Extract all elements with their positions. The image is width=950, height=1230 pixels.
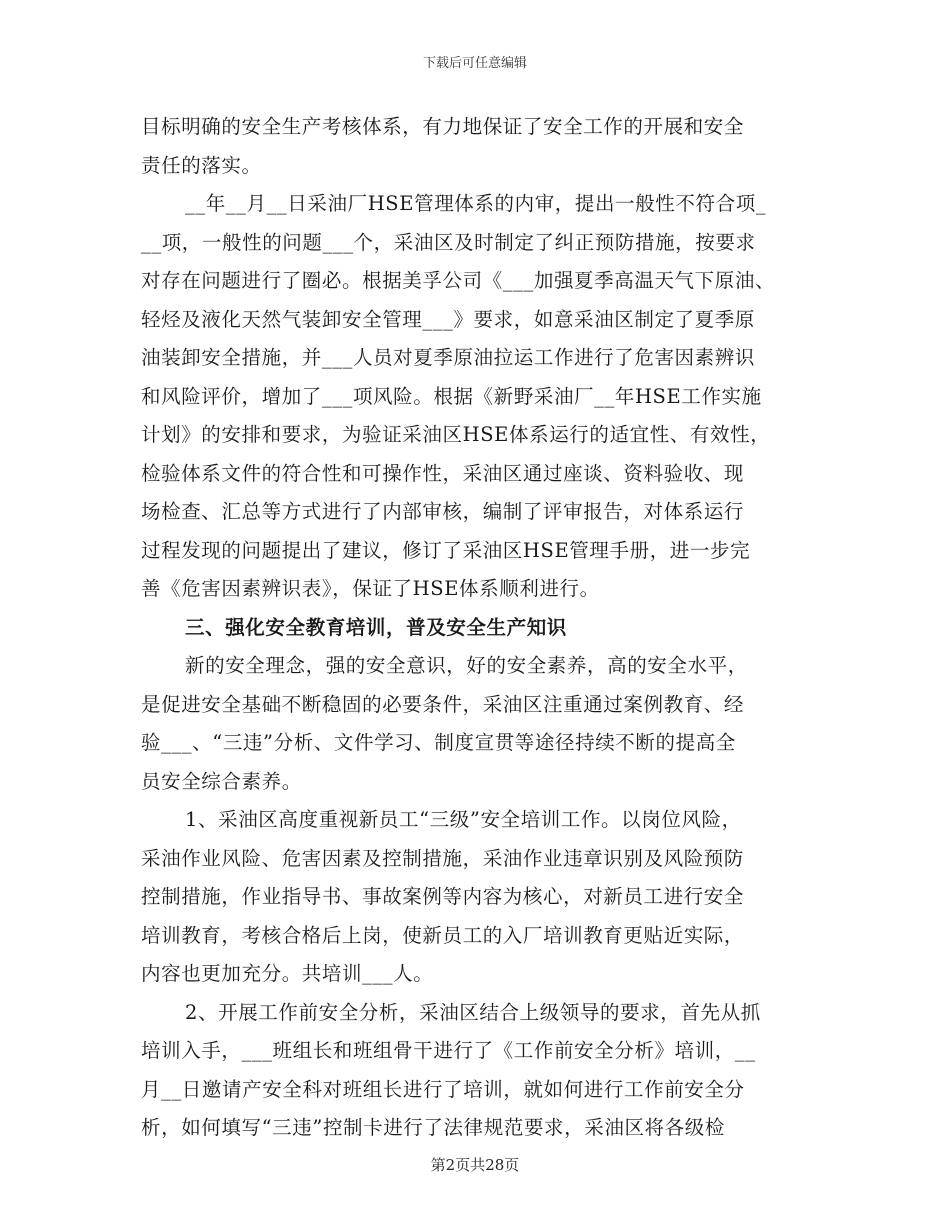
text-line: 1、采油区高度重视新员工“三级”安全培训工作。以岗位风险， bbox=[185, 808, 742, 831]
text-line: 采油作业风险、危害因素及控制措施，采油作业违章识别及风险预防 bbox=[141, 846, 745, 870]
section-heading: 三、强化安全教育培训，普及安全生产知识 bbox=[185, 615, 567, 639]
text-line: 计划》的安排和要求，为验证采油区HSE体系运行的适宜性、有效性， bbox=[141, 423, 771, 446]
text-line: 培训教育，考核合格后上岗，使新员工的入厂培训教育更贴近实际， bbox=[141, 923, 745, 947]
text-line: 月__日邀请产安全科对班组长进行了培训，就如何进行工作前安全分 bbox=[141, 1077, 745, 1101]
text-line: 场检查、汇总等方式进行了内部审核，编制了评审报告，对体系运行 bbox=[141, 500, 745, 523]
document-body bbox=[141, 108, 809, 1148]
text-line: 析，如何填写“三违”控制卡进行了法律规范要求，采油区将各级检 bbox=[141, 1116, 725, 1139]
text-line: 对存在问题进行了圈必。根据美孚公司《___加强夏季高温天气下原油、 bbox=[141, 269, 776, 292]
text-line: 过程发现的问题提出了建议，修订了采油区HSE管理手册，进一步完 bbox=[141, 538, 751, 562]
text-line: __项，一般性的问题___个，采油区及时制定了纠正预防措施，按要求 bbox=[141, 230, 756, 254]
text-line: 和风险评价，增加了___项风险。根据《新野采油厂__年HSE工作实施 bbox=[141, 384, 762, 408]
text-line: 轻烃及液化天然气装卸安全管理___》要求，如意采油区制定了夏季原 bbox=[141, 307, 755, 331]
text-line: 控制措施，作业指导书、事故案例等内容为核心，对新员工进行安全 bbox=[141, 885, 745, 908]
text-line: 2、开展工作前安全分析，采油区结合上级领导的要求，首先从抓 bbox=[185, 1000, 761, 1024]
text-line: 新的安全理念，强的安全意识，好的安全素养，高的安全水平， bbox=[185, 654, 748, 677]
text-line: 责任的落实。 bbox=[141, 153, 262, 177]
text-line: __年__月__日采油厂HSE管理体系的内审，提出一般性不符合项_ bbox=[185, 192, 767, 215]
text-line: 目标明确的安全生产考核体系，有力地保证了安全工作的开展和安全 bbox=[141, 115, 745, 138]
text-line: 验___、“三违”分析、文件学习、制度宣贯等途径持续不断的提高全 bbox=[141, 731, 736, 754]
text-line: 培训入手，___班组长和班组骨干进行了《工作前安全分析》培训，__ bbox=[141, 1039, 756, 1062]
text-line: 员安全综合素养。 bbox=[141, 769, 302, 793]
text-line: 是促进安全基础不断稳固的必要条件，采油区注重通过案例教育、经 bbox=[141, 692, 745, 716]
page-number: 第2页共28页 bbox=[430, 1156, 520, 1174]
text-line: 内容也更加充分。共培训___人。 bbox=[141, 962, 434, 985]
text-line: 检验体系文件的符合性和可操作性，采油区通过座谈、资料验收、现 bbox=[141, 461, 745, 485]
text-line: 善《危害因素辨识表》，保证了HSE体系顺利进行。 bbox=[141, 577, 600, 600]
text-line: 油装卸安全措施，并___人员对夏季原油拉运工作进行了危害因素辨识 bbox=[141, 346, 755, 369]
page-header: 下载后可任意编辑 bbox=[422, 56, 527, 71]
